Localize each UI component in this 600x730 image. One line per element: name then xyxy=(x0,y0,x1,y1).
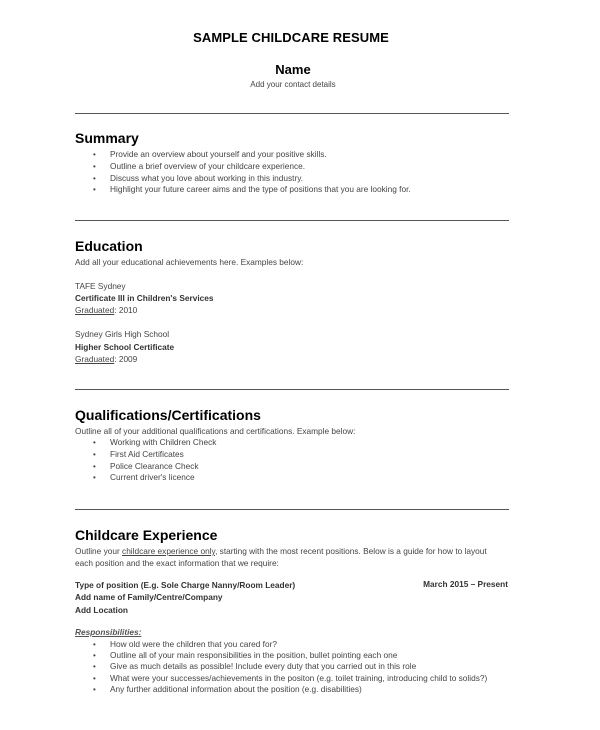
responsibilities-list xyxy=(93,639,487,695)
experience-heading: Childcare Experience xyxy=(75,527,218,543)
education-graduated xyxy=(75,304,137,316)
summary-heading: Summary xyxy=(75,130,139,146)
education-intro: Add all your educational achievements here. Examples below: xyxy=(75,257,304,267)
education-heading: Education xyxy=(75,238,143,254)
education-graduated xyxy=(75,353,137,365)
position-family: Add name of Family/Centre/Company xyxy=(75,592,223,602)
resume-name: Name xyxy=(275,62,311,77)
education-school: Sydney Girls High School xyxy=(75,329,170,339)
qualifications-heading: Qualifications/Certifications xyxy=(75,407,261,423)
divider-rule xyxy=(75,389,509,390)
responsibilities-label: Responsibilities: xyxy=(75,627,142,637)
list-item: • Highlight your future career aims and the type of positions that you are looking for. xyxy=(93,184,411,196)
qualifications-intro: Outline all of your additional qualifications and certifications. Example below: xyxy=(75,426,356,436)
list-item: • Outline all of your main responsibilities in the position, bullet pointing each one xyxy=(93,650,487,661)
list-item: • Current driver's licence xyxy=(93,472,216,484)
position-title: Type of position (E.g. Sole Charge Nanny/Room Leader) xyxy=(75,580,296,590)
divider-rule xyxy=(75,220,509,221)
divider-rule xyxy=(75,113,509,114)
graduated-year: : 2009 xyxy=(114,354,138,364)
experience-intro-line2: each position and the exact information that we require: xyxy=(75,558,279,568)
list-item: • Outline a brief overview of your childcare experience. xyxy=(93,161,411,173)
list-item: • Police Clearance Check xyxy=(93,461,216,473)
list-item: • What were your successes/achievements in the positon (e.g. toilet training, introducing child to solids?) xyxy=(93,673,487,684)
divider-rule xyxy=(75,509,509,510)
list-item: • Give as much details as possible! Include every duty that you carried out in this role xyxy=(93,661,487,672)
graduated-year: : 2010 xyxy=(114,305,138,315)
position-location: Add Location xyxy=(75,605,129,615)
education-school: TAFE Sydney xyxy=(75,281,126,291)
graduated-label: Graduated xyxy=(75,305,115,315)
education-qualification: Certificate III in Children's Services xyxy=(75,293,214,303)
list-item: • Working with Children Check xyxy=(93,437,216,449)
list-item: • Discuss what you love about working in this industry. xyxy=(93,173,411,185)
position-date: March 2015 – Present xyxy=(423,579,508,589)
list-item: • Any further additional information about the position (e.g. disabilities) xyxy=(93,684,487,695)
list-item: • First Aid Certificates xyxy=(93,449,216,461)
contact-details: Add your contact details xyxy=(250,80,336,89)
summary-list xyxy=(93,149,411,196)
list-item: • Provide an overview about yourself and your positive skills. xyxy=(93,149,411,161)
qualifications-list xyxy=(93,437,216,484)
document-title: SAMPLE CHILDCARE RESUME xyxy=(193,30,389,45)
list-item: • How old were the children that you cared for? xyxy=(93,639,487,650)
experience-emphasis: childcare experience only xyxy=(122,546,216,556)
education-qualification: Higher School Certificate xyxy=(75,342,175,352)
experience-intro: Outline your childcare experience only, starting with the most recent positions. Below is a guide for how to layout xyxy=(75,546,487,556)
graduated-label: Graduated xyxy=(75,354,115,364)
